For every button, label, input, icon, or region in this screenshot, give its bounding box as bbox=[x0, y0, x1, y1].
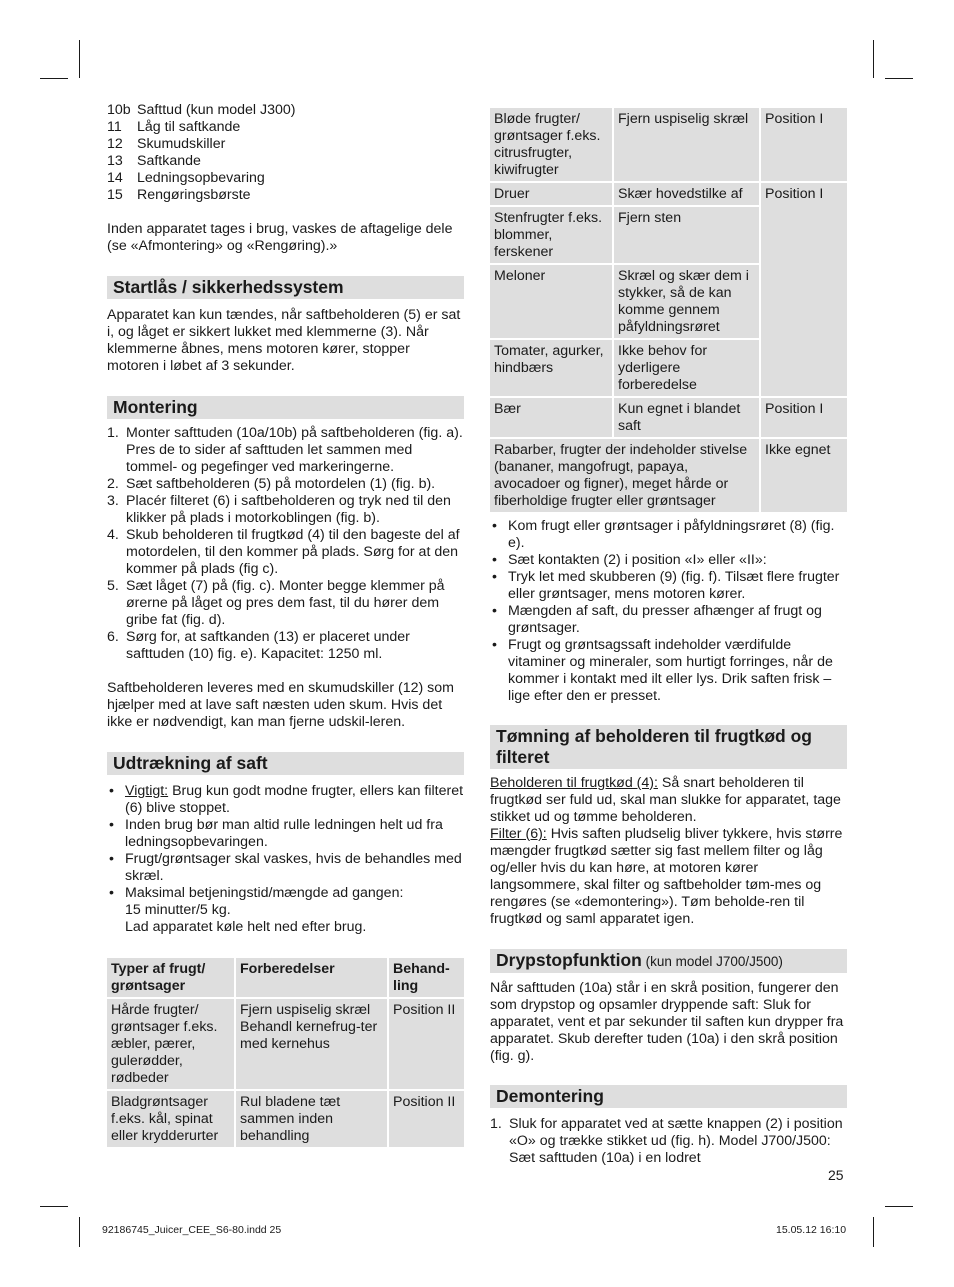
list-item: • Vigtigt: Brug kun godt modne frugter, ellers kan filteret (6) blive stoppet. bbox=[109, 783, 464, 816]
list-item: 3. Placér filteret (6) i saftbeholderen og tryk ned til den klikker på plads i motorkoblingen (fig. b). bbox=[107, 493, 451, 526]
table-cell: Rabarber, frugter der indeholder stivelse (bananer, mangofrugt, papaya, avocadoer og figner), meget hårde or fiberholdige frugter eller grøntsager bbox=[490, 439, 759, 512]
list-item: 2. Sæt saftbeholderen (5) på motordelen (1) (fig. b). bbox=[107, 476, 436, 492]
table-header: Forberedelser bbox=[236, 958, 387, 997]
table-cell: Bløde frugter/ grøntsager f.eks. citrusfrugter, kiwifrugter bbox=[490, 108, 612, 181]
list-item: 4. Skub beholderen til frugtkød (4) til den bageste del af motordelen, til den kommer på plads. Sørg for at den kommer på plads (fig c). bbox=[107, 527, 460, 577]
table-cell: Druer bbox=[490, 183, 612, 205]
crop-mark bbox=[40, 1206, 68, 1207]
montering-steps bbox=[107, 425, 464, 663]
table-cell: Meloner bbox=[490, 265, 612, 338]
table-cell: Fjern sten bbox=[614, 207, 759, 263]
section-heading-startlaas: Startlås / sikkerhedssystem bbox=[107, 276, 464, 299]
crop-mark bbox=[40, 78, 68, 79]
table-row bbox=[490, 108, 847, 181]
list-item: 6. Sørg for, at saftkanden (13) er placeret under safttuden (10) fig. e). Kapacitet: 1250 ml. bbox=[107, 629, 410, 662]
table-cell: Position I bbox=[761, 183, 847, 396]
list-item: 14 Ledningsopbevaring bbox=[107, 170, 265, 186]
left-column bbox=[107, 102, 464, 1149]
list-item: • Kom frugt eller grøntsager i påfyldningsrøret (8) (fig. e). bbox=[492, 518, 835, 551]
footer-filename: 92186745_Juicer_CEE_S6-80.indd 25 bbox=[102, 1224, 282, 1236]
list-item: 5. Sæt låget (7) på (fig. c). Monter begge klemmer på ørerne på låget og pres dem fast, til du hører dem gribe fat (fig. d). bbox=[107, 578, 445, 628]
list-item: • Frugt/grøntsager skal vaskes, hvis de behandles med skræl. bbox=[109, 851, 462, 884]
table-cell: Bladgrøntsager f.eks. kål, spinat eller krydderurter bbox=[107, 1091, 234, 1147]
page-number: 25 bbox=[828, 1167, 844, 1183]
table-header-row bbox=[107, 958, 464, 997]
table-header: Typer af frugt/ grøntsager bbox=[107, 958, 234, 997]
table-cell: Ikke egnet bbox=[761, 439, 847, 512]
list-item: • Tryk let med skubberen (9) (fig. f). Tilsæt flere frugter eller grøntsager, mens motoren kører. bbox=[492, 569, 840, 602]
section-heading-drypstop: Drypstopfunktion (kun model J700/J500) bbox=[490, 949, 847, 973]
table-cell: Rul bladene tæt sammen inden behandling bbox=[236, 1091, 387, 1147]
preparation-table-right bbox=[488, 106, 849, 514]
drypstop-paragraph: Når safttuden (10a) står i en skrå position, fungerer den som drypstop og opsamler dryppende saft: Sluk for apparatet, vent et par sekunder til saften kun drypper fra apparatet. Skub derefter tuden (10a) i den skrå position (fig. g). bbox=[490, 980, 844, 1064]
table-cell: Stenfrugter f.eks. blommer, ferskener bbox=[490, 207, 612, 263]
table-row bbox=[490, 183, 847, 205]
table-cell: Position I bbox=[761, 398, 847, 437]
table-cell: Fjern uspiselig skræl Behandl kernefrug-ter med kernehus bbox=[236, 999, 387, 1089]
section-heading-toemning: Tømning af beholderen til frugtkød og filteret bbox=[490, 725, 847, 769]
list-item: • Sæt kontakten (2) i position «I» eller «II»: bbox=[492, 552, 767, 568]
list-item: • Maksimal betjeningstid/mængde ad gangen: 15 minutter/5 kg. Lad apparatet køle helt ned efter brug. bbox=[109, 885, 404, 935]
crop-mark bbox=[873, 1217, 874, 1247]
table-row bbox=[490, 439, 847, 512]
list-item: 15 Rengøringsbørste bbox=[107, 187, 251, 203]
table-cell: Skær hovedstilke af bbox=[614, 183, 759, 205]
list-item: 11 Låg til saftkande bbox=[107, 119, 241, 135]
crop-mark bbox=[885, 78, 913, 79]
table-cell: Skræl og skær dem i stykker, så de kan komme gennem påfyldningsrøret bbox=[614, 265, 759, 338]
table-cell: Fjern uspiselig skræl bbox=[614, 108, 759, 181]
parts-list bbox=[107, 102, 464, 204]
startlaas-paragraph: Apparatet kan kun tændes, når saftbeholderen (5) er sat i, og låget er sikkert lukket med klemmerne (3). Når klemmerne åbnes, mens motoren kører, stopper motoren i løbet af 3 sekunder. bbox=[107, 307, 461, 374]
toemning-paragraph: Beholderen til frugtkød (4): Så snart beholderen til frugtkød ser fuld ud, skal man slukke for apparatet, tage stikket ud og tømme beholderen. Filter (6): Hvis saften pludselig bliver tykkere, hvis større mængder frugtkød sætter sig fast mellem filter og låg og/eller hvis du kan høre, at motoren kører langsommere, skal filter og saftbeholder tøm-mes og rengøres (se «demontering»). Tøm beholde-ren til frugtkød og saml apparatet igen. bbox=[490, 775, 843, 927]
udtraekning-bullets bbox=[107, 783, 464, 936]
table-row bbox=[490, 398, 847, 437]
table-row bbox=[107, 1091, 464, 1147]
table-cell: Kun egnet i blandet saft bbox=[614, 398, 759, 437]
crop-mark bbox=[873, 40, 874, 78]
list-item: 1. Sluk for apparatet ved at sætte knappen (2) i position «O» og trække stikket ud (fig. h). Model J700/J500: Sæt safttuden (10a) i en lodret bbox=[490, 1116, 843, 1166]
preparation-table-left bbox=[105, 956, 466, 1149]
table-cell: Bær bbox=[490, 398, 612, 437]
list-item: • Mængden af saft, du presser afhænger af frugt og grøntsager. bbox=[492, 603, 822, 636]
table-header: Behand-ling bbox=[389, 958, 464, 997]
section-heading-demontering: Demontering bbox=[490, 1085, 847, 1108]
table-cell: Tomater, agurker, hindbærs bbox=[490, 340, 612, 396]
list-item: 12 Skumudskiller bbox=[107, 136, 226, 152]
crop-mark bbox=[885, 1206, 913, 1207]
list-item: 10b Safttud (kun model J300) bbox=[107, 102, 296, 118]
table-cell: Ikke behov for yderligere forberedelse bbox=[614, 340, 759, 396]
table-cell: Hårde frugter/ grøntsager f.eks. æbler, pærer, gulerødder, rødbeder bbox=[107, 999, 234, 1089]
table-row bbox=[107, 999, 464, 1089]
section-heading-montering: Montering bbox=[107, 396, 464, 419]
list-item: • Frugt og grøntsagssaft indeholder værdifulde vitaminer og mineraler, som hurtigt forringes, når de kommer i kontakt med ilt eller lys. Drik saften frisk – lige efter den er presset. bbox=[492, 637, 833, 704]
list-item: • Inden brug bør man altid rulle ledningen helt ud fra ledningsopbevaringen. bbox=[109, 817, 443, 850]
demontering-steps bbox=[490, 1116, 847, 1167]
list-item: 1. Monter safttuden (10a/10b) på saftbeholderen (fig. a). Pres de to sider af safttuden let sammen med tommel- og pegefinger ved markeringerne. bbox=[107, 425, 463, 475]
table-cell: Position II bbox=[389, 1091, 464, 1147]
crop-mark bbox=[79, 1217, 80, 1247]
table-cell: Position II bbox=[389, 999, 464, 1089]
usage-bullets bbox=[490, 518, 847, 705]
footer-timestamp: 15.05.12 16:10 bbox=[776, 1224, 847, 1236]
section-heading-udtraekning: Udtrækning af saft bbox=[107, 752, 464, 775]
intro-paragraph: Inden apparatet tages i brug, vaskes de aftagelige dele (se «Afmontering» og «Rengøring).» bbox=[107, 221, 453, 254]
list-item: 13 Saftkande bbox=[107, 153, 201, 169]
right-column bbox=[490, 106, 847, 1167]
table-cell: Position I bbox=[761, 108, 847, 181]
crop-mark bbox=[79, 40, 80, 78]
montering-note: Saftbeholderen leveres med en skumudskiller (12) som hjælper med at lave saft næsten uden skum. Hvis det ikke er nødvendigt, kan man fjerne udskil-leren. bbox=[107, 680, 454, 730]
